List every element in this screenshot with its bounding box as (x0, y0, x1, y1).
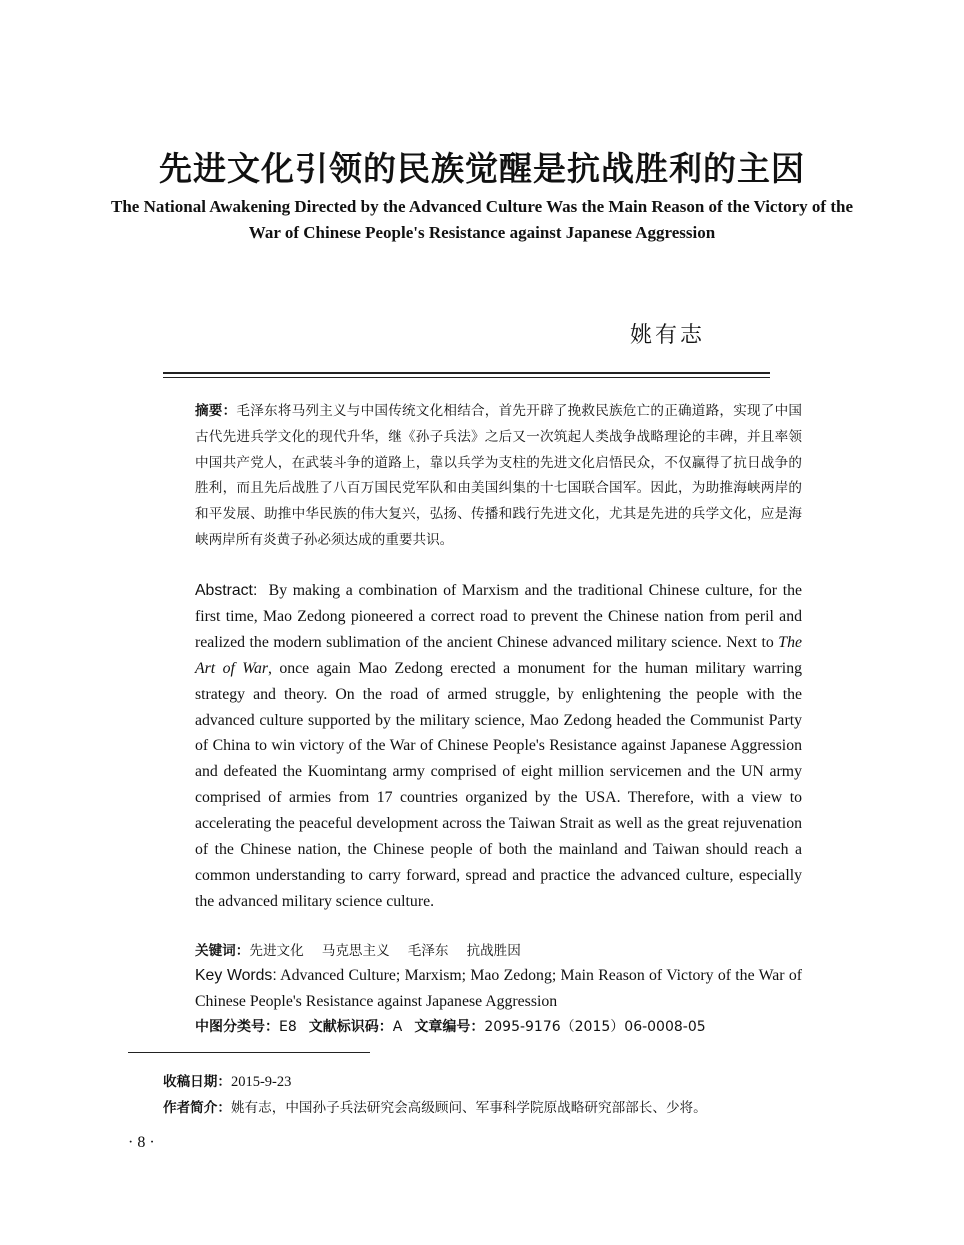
received-date-value: 2015-9-23 (230, 1074, 292, 1090)
classification-line (195, 1016, 706, 1038)
keyword-item: 马克思主义 (321, 943, 390, 959)
header-divider-thick (163, 372, 770, 374)
keywords-english-text: Advanced Culture; Marxism; Mao Zedong; Main Reason of Victory of the War of Chinese People's Resistance against Japanese Aggression (195, 967, 802, 1010)
abstract-english (163, 578, 802, 915)
clc-label: 中图分类号： (195, 1019, 279, 1035)
abstract-english-text-part2: , once again Mao Zedong erected a monument for the human military warring strategy and theory. On the road of armed struggle, by enlightening the people with the advanced culture supported by the military science, Mao Zedong headed the Communist Party of China to win victory of the War of Chinese People's Resistance against Japanese Aggression and defeated the Kuomintang army comprised of eight million servicemen and the UN army comprised of armies from 17 countries organized by the USA. Therefore, with a view to accelerating the peaceful development across the Taiwan Strait as well as the great rejuvenation of the Chinese nation, the Chinese people of both the mainland and Taiwan should reach a common understanding to carry forward, spread and practice the advanced culture, especially the advanced military science culture. (195, 659, 802, 910)
keyword-item: 毛泽东 (407, 943, 449, 959)
clc-value: E8 (279, 1019, 297, 1035)
author-name: 姚有志 (630, 323, 706, 348)
footnote-divider (128, 1052, 370, 1053)
doc-code-label: 文献标识码： (308, 1019, 393, 1035)
author-bio-value: 姚有志，中国孙子兵法研究会高级顾问、军事科学院原战略研究部部长、少将。 (230, 1100, 707, 1116)
keywords-english-label: Key Words: (195, 967, 277, 984)
header-divider-thin (163, 377, 770, 378)
author-bio-label: 作者简介： (163, 1100, 231, 1116)
keywords-chinese (163, 940, 802, 962)
article-number-label: 文章编号： (414, 1019, 485, 1035)
article-number-value: 2095-9176（2015）06-0008-05 (484, 1019, 706, 1035)
abstract-english-label: Abstract: (195, 582, 258, 599)
received-date-label: 收稿日期： (163, 1074, 231, 1090)
abstract-chinese (163, 399, 802, 554)
keyword-item: 先进文化 (249, 943, 304, 959)
received-date (163, 1070, 291, 1091)
author-bio (163, 1096, 707, 1116)
abstract-chinese-label: 摘要： (195, 403, 237, 419)
keywords-chinese-label: 关键词： (195, 943, 250, 959)
abstract-chinese-text: 毛泽东将马列主义与中国传统文化相结合，首先开辟了挽救民族危亡的正确道路，实现了中国古代先进兵学文化的现代升华，继《孙子兵法》之后又一次筑起人类战争战略理论的丰碑，并且率领中国共产党人，在武装斗争的道路上，靠以兵学为支柱的先进文化启悟民众，不仅赢得了抗日战争的胜利，而且先后战胜了八百万国民党军队和由美国纠集的十七国联合国军。因此，为助推海峡两岸的和平发展、助推中华民族的伟大复兴，弘扬、传播和践行先进文化，尤其是先进的兵学文化，应是海峡两岸所有炎黄子孙必须达成的重要共识。 (195, 403, 803, 548)
page-title-chinese: 先进文化引领的民族觉醒是抗战胜利的主因 (159, 149, 805, 188)
doc-code-value: A (392, 1019, 403, 1035)
page-title-english: The National Awakening Directed by the Advanced Culture Was the Main Reason of the Victory of the War of Chinese People's Resistance against Japanese Aggression (110, 197, 854, 242)
keyword-item: 抗战胜因 (466, 943, 521, 959)
abstract-english-book-title: The Art of War (195, 633, 802, 677)
page-number: · 8 · (128, 1134, 155, 1151)
keywords-english (163, 963, 802, 1015)
abstract-english-text-part1: By making a combination of Marxism and the traditional Chinese culture, for the first time, Mao Zedong pioneered a correct road to prevent the Chinese nation from peril and realized the modern sublimation of the ancient Chinese advanced military science. Next to (195, 582, 802, 651)
